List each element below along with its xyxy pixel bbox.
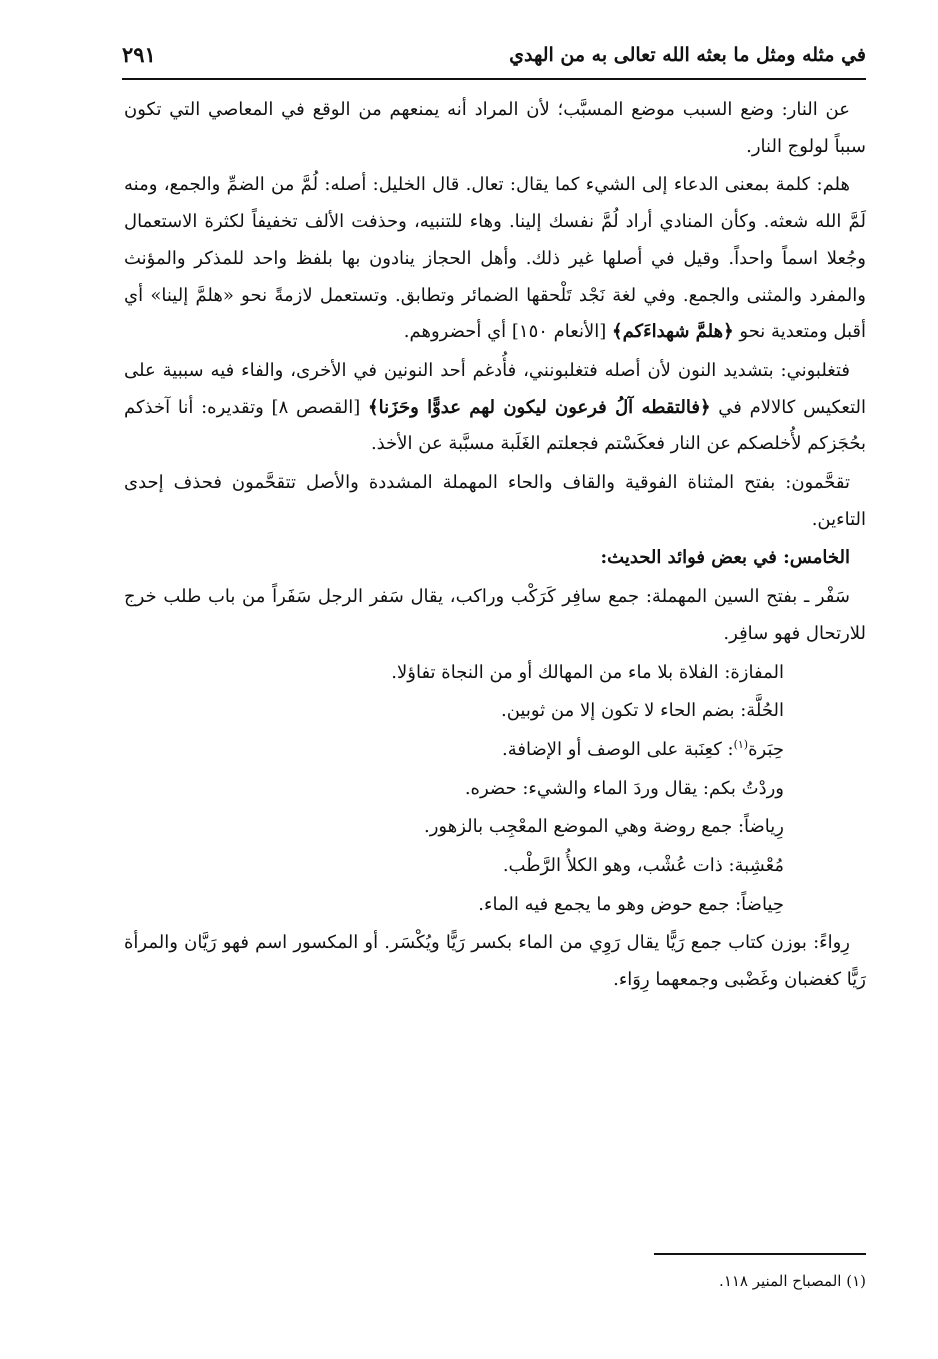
paragraph-safr: سَفْر ـ بفتح السين المهملة: جمع سافِر كَرَكْب وراكب، يقال سَفر الرجل سَفَراً من باب طلب خرج للارتحال فهو سافِر.	[124, 586, 866, 644]
footnote-separator	[654, 1253, 866, 1255]
term-hibara	[124, 732, 866, 769]
paragraph-fataghlibuni	[124, 353, 866, 463]
term-waradtu: وردْتُ بكم: يقال وردَ الماء والشيء: حضره.	[464, 777, 784, 799]
running-header	[122, 40, 866, 80]
term-hulla: الحُلَّة: بضم الحاء لا تكون إلا من ثوبين.	[501, 700, 784, 722]
paragraph-halumma	[124, 167, 866, 351]
page-number: ٢٩١	[122, 42, 156, 67]
term-hiyadan: حِياضاً: جمع حوض وهو ما يجمع فيه الماء.	[478, 893, 784, 915]
term-riyadan: رِياضاً: جمع روضة وهي الموضع المعْجِب بالزهور.	[423, 816, 784, 838]
term-word: حِبَرة	[748, 738, 784, 760]
paragraph-an-alnar: عن النار: وضع السبب موضع المسبَّب؛ لأن المراد أنه يمنعهم من الوقع في المعاصي التي تكون سبباً لولوج النار.	[124, 99, 866, 157]
quran-quote: ﴿هلمَّ شهداءَكم﴾	[612, 321, 734, 343]
paragraph-text: [القصص ٨] وتقديره: أنا آخذكم بحُجَزكم لأُخلصكم عن النار فعكَسْتم فجعلتم الغَلَبة مسبَّبة عن الأخذ.	[124, 396, 866, 455]
footnote-marker[interactable]: (١)	[733, 737, 749, 751]
footnote: (١) المصباح المنير ١١٨.	[719, 1272, 866, 1290]
paragraph-text: هلم: كلمة بمعنى الدعاء إلى الشيء كما يقال: تعال. قال الخليل: أصله: لُمَّ من الضمِّ والجمع، ومنه لَمَّ الله شعثه. وكأن المنادي أراد لُمَّ نفسك إلينا. وهاء للتنبيه، وحذفت الألف تخفيفاً لكثرة الاستعمال وجُعلا اسماً واحداً. وقيل في أصلها غير ذلك. وأهل الحجاز ينادون بها بلفظ واحد للمذكر والمؤنث والمفرد والمثنى والجمع. وفي لغة نَجْد تَلْحقها الضمائر وتطابق. وتستعمل لازمةً نحو «هلمَّ إلينا» أي أقبل ومتعدية نحو	[124, 174, 866, 343]
main-text	[124, 92, 866, 1001]
term-definition: : كعِنَبة على الوصف أو الإضافة.	[502, 738, 734, 760]
paragraph-riwaa: رِواءً: بوزن كتاب جمع رَيًّا يقال رَوِي من الماء بكسر رَيًّا ويُكْسَر. أو المكسور اسم فهو رَيَّان والمرأة رَيًّا كغضبان وغَضْبى وجمعهما رِوَاء.	[124, 932, 866, 991]
quran-quote: ﴿فالتقطه آلُ فرعون ليكون لهم عدوًّا وحَزَنا﴾	[368, 396, 711, 418]
paragraph-text: فتغلبوني: بتشديد النون لأن أصله فتغلبونني، فأُدغم أحد النونين في الأخرى، والفاء فيه سببية على التعكيس كالالام في	[124, 359, 867, 418]
paragraph-taqahhamun: تقحَّمون: بفتح المثناة الفوقية والقاف والحاء المهملة المشددة والأصل تتقحَّمون فحذف إحدى التاءين.	[124, 472, 866, 530]
term-mafaza: المفازة: الفلاة بلا ماء من المهالك أو من النجاة تفاؤلا.	[391, 661, 784, 683]
paragraph-text: [الأنعام ١٥٠] أي أحضروهم.	[403, 321, 607, 343]
header-title: في مثله ومثل ما بعثه الله تعالى به من الهدي	[509, 44, 866, 66]
section-heading: الخامس: في بعض فوائد الحديث:	[600, 547, 850, 569]
term-mushiba: مُعْشِبة: ذات عُشْب، وهو الكلأُ الرَّطْب.	[502, 855, 784, 877]
